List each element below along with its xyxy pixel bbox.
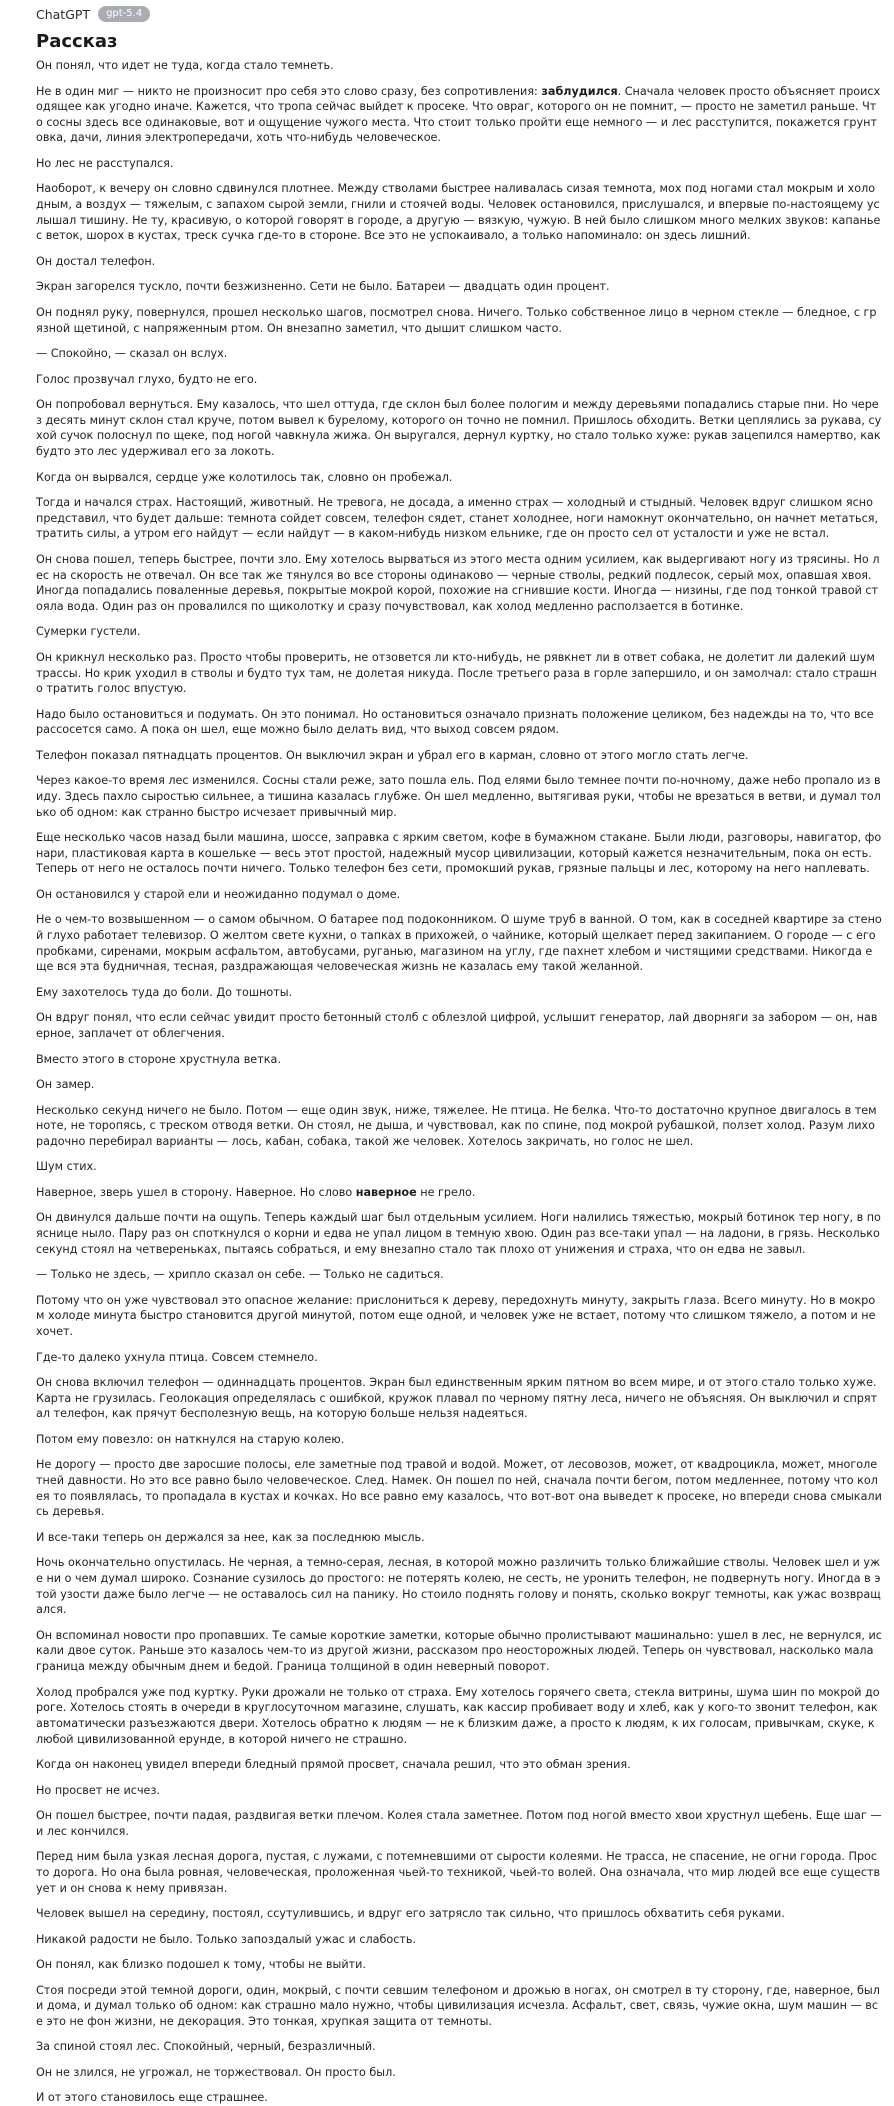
story-paragraph: Телефон показал пятнадцать процентов. Он выключил экран и убрал его в карман, словно от этого могло стать легче. xyxy=(36,748,749,762)
app-header xyxy=(36,4,882,24)
story-paragraph: — Спокойно, — сказал он вслух. xyxy=(36,347,228,361)
story-paragraph: Он снова включил телефон — одиннадцать процентов. Экран был единственным ярким пятном во всем мире, и от этого стало только хуже. Карта не грузилась. Геолокация определялась с ошибкой, кружок плавал по черному пятну леса, ничего не объясняя. Он выключил и спрятал телефон, как прячут бесполезную вещь, на которую больше нельзя надеяться. xyxy=(36,1376,878,1421)
story-paragraph: Когда он вырвался, сердце уже колотилось так, словно он пробежал. xyxy=(36,470,453,484)
story-paragraph: Он попробовал вернуться. Ему казалось, что шел оттуда, где склон был более пологим и между деревьями попадались старые пни. Но через десять минут склон стал круче, потом вывел к бурелому, которого он точно не помнил. Пришлось обходить. Ветки цеплялись за рукава, сухой сучок полоснул по щеке, под ногой чавкнула жижа. Он выругался, дернул куртку, но стало только хуже: рукав зацепился намертво, как будто это лес удерживал его за локоть. xyxy=(36,398,882,459)
story-paragraph: Он двинулся дальше почти на ощупь. Теперь каждый шаг был отдельным усилием. Ноги налились тяжестью, мокрый ботинок тер ногу, в пояснице ныло. Пару раз он споткнулся о корни и едва не упал лицом в темную хвою. Один раз все-таки упал — на ладони, в грязь. Несколько секунд стоял на четвереньках, пытаясь собраться, и ему внезапно стало так плохо от унижения и страха, что он едва не завыл. xyxy=(36,1211,881,1256)
story-paragraph: Он вдруг понял, что если сейчас увидит просто бетонный столб с облезлой цифрой, услышит генератор, лай дворняги за забором — он, наверное, заплачет от облегчения. xyxy=(36,1011,878,1041)
story-paragraph: Шум стих. xyxy=(36,1160,97,1174)
story-paragraph: Ночь окончательно опустилась. Не черная, а темно-серая, лесная, в которой можно различить только ближайшие стволы. Человек шел и уже ни о чем думал широко. Сознание сузилось до простого: не потерять колею, не сесть, не уронить телефон, не подвернуть ногу. Иногда в этой узости даже было легче — не оставалось сил на панику. Но стоило поднять голову и понять, сколько вокруг темноты, как ужас возвращался. xyxy=(36,1556,881,1617)
model-badge[interactable]: gpt-5.4 xyxy=(98,6,150,22)
story-paragraph: Не о чем-то возвышенном — о самом обычном. О батарее под подоконником. О шуме труб в ванной. О том, как в соседней квартире за стеной глухо работает телевизор. О желтом свете кухни, о тапках в прихожей, о чайнике, который щелкает перед закипанием. О городе — с его пробками, сиренами, мокрым асфальтом, автобусами, руганью, магазином на углу, где пахнет хлебом и чистящими средствами. Никогда еще вся эта будничная, тесная, раздражающая человеческая жизнь не казалась ему такой желанной. xyxy=(36,913,882,974)
story-paragraph: Он вспоминал новости про пропавших. Те самые короткие заметки, которые обычно пролистывают машинально: ушел в лес, не вернулся, искали двое суток. Раньше это казалось чем-то из другой жизни, рассказом про неосторожных людей. Теперь он чувствовал, насколько мала граница между обычным днем и бедой. Граница толщиной в один неверный поворот. xyxy=(36,1628,882,1674)
story-paragraph: Он не злился, не угрожал, не торжествовал. Он просто был. xyxy=(36,2065,396,2079)
story-paragraph: Он замер. xyxy=(36,1078,95,1092)
story-paragraph: Потом ему повезло: он наткнулся на старую колею. xyxy=(36,1432,345,1446)
story-body xyxy=(36,58,882,2106)
story-paragraph: Не дорогу — просто две заросшие полосы, еле заметные под травой и водой. Может, от лесовозов, может, от квадроцикла, может, многолетней давности. Но это все равно было человеческое. След. Намек. Он пошел по ней, сначала почти бегом, потом медленнее, потому что колея то появлялась, то пропадала в кустах и кочках. Но все равно ему казалось, что вот-вот она выведет к просеке, но впереди снова смыкались деревья. xyxy=(36,1458,882,1519)
story-paragraph: Еще несколько часов назад были машина, шоссе, заправка с ярким светом, кофе в бумажном стакане. Были люди, разговоры, навигатор, фонари, пластиковая карта в кошельке — весь этот простой, надежный мусор цивилизации, который кажется незначительным, пока он есть. Теперь от него не осталось почти ничего. Только телефон без сети, промокший рукав, грязные пальцы и лес, которому на него наплевать. xyxy=(36,831,882,876)
story-paragraph: Потому что он уже чувствовал это опасное желание: прислониться к дереву, передохнуть минуту, закрыть глаза. Всего минуту. Но в мокром холоде минута быстро становится другой минутой, потом еще одной, и человек уже не встает, потому что слишком тяжело, а потом и не хочет. xyxy=(36,1293,876,1338)
story-paragraph: Наверное, зверь ушел в сторону. Наверное. Но слово наверное не грело. xyxy=(36,1185,476,1199)
story-paragraph: И от этого становилось еще страшнее. xyxy=(36,2091,268,2105)
emphasis-text: наверное xyxy=(355,1185,417,1199)
story-paragraph: Он снова пошел, теперь быстрее, почти зло. Ему хотелось вырваться из этого места одним усилием, как выдергивают ногу из трясины. Но лес на скорость не отвечал. Он все так же тянулся во все стороны одинаково — черные стволы, редкий подлесок, серый мох, опавшая хвоя. Иногда попадались поваленные деревья, покрытые мокрой корой, похожие на сгнившие кости. Иногда — низины, где под тонкой травой стояла вода. Один раз он провалился по щиколотку и сразу почувствовал, как холод медленно расползается в ботинке. xyxy=(36,552,880,613)
story-paragraph: Никакой радости не было. Только запоздалый ужас и слабость. xyxy=(36,1932,417,1946)
story-paragraph: Но просвет не исчез. xyxy=(36,1783,160,1797)
story-paragraph: Голос прозвучал глухо, будто не его. xyxy=(36,372,258,386)
story-paragraph: Сумерки густели. xyxy=(36,625,141,639)
story-paragraph: Он поднял руку, повернулся, прошел несколько шагов, посмотрел снова. Ничего. Только собственное лицо в черном стекле — бледное, с грязной щетиной, с напряженным ртом. Он внезапно заметил, что дышит слишком часто. xyxy=(36,305,877,335)
story-paragraph: Он остановился у старой ели и неожиданно подумал о доме. xyxy=(36,887,401,901)
story-paragraph: — Только не здесь, — хрипло сказал он себе. — Только не садиться. xyxy=(36,1268,444,1282)
story-paragraph: Ему захотелось туда до боли. До тошноты. xyxy=(36,985,293,999)
story-paragraph: Несколько секунд ничего не было. Потом — еще один звук, ниже, тяжелее. Не птица. Не белка. Что-то достаточно крупное двигалось в темноте, не торопясь, с треском отводя ветки. Он стоял, не дыша, и чувствовал, как по спине, под мокрой рубашкой, ползет холод. Разум лихорадочно перебирал варианты — лось, кабан, собака, такой же человек. Хотелось закричать, но голос не шел. xyxy=(36,1103,877,1148)
story-paragraph: Перед ним была узкая лесная дорога, пустая, с лужами, с потемневшими от сырости колеями. Не трасса, не спасение, не огни города. Просто дорога. Но она была ровная, человеческая, проложенная чьей-то техникой, чьей-то волей. Она означала, что мир людей все еще существует и он снова к нему привязан. xyxy=(36,1850,881,1895)
story-paragraph: Где-то далеко ухнула птица. Совсем стемнело. xyxy=(36,1350,318,1364)
story-paragraph: Он крикнул несколько раз. Просто чтобы проверить, не отзовется ли кто-нибудь, не рявкнет ли в ответ собака, не долетит ли далекий шум трассы. Но крик уходил в стволы и будто тух там, не долетая никуда. После третьего раза в горле запершило, и он замолчал: стало страшно тратить голос впустую. xyxy=(36,650,877,696)
story-title: Рассказ xyxy=(36,31,118,52)
story-paragraph: Он достал телефон. xyxy=(36,254,156,268)
emphasis-text: заблудился xyxy=(541,84,618,98)
story-paragraph: Тогда и начался страх. Настоящий, животный. Не тревога, не досада, а именно страх — холодный и стыдный. Человек вдруг слишком ясно представил, что будет дальше: темнота сойдет совсем, телефон сядет, станет холоднее, ноги намокнут окончательно, он начнет метаться, тратить силы, а утром его найдут — если найдут — в каком-нибудь низком ельнике, где он просто сел от усталости и уже не встал. xyxy=(36,496,879,541)
story-paragraph: Человек вышел на середину, постоял, ссутулившись, и вдруг его затрясло так сильно, что пришлось обхватить себя руками. xyxy=(36,1907,785,1920)
story-paragraph: Он понял, как близко подошел к тому, чтобы не выйти. xyxy=(36,1958,366,1971)
story-paragraph: Экран загорелся тускло, почти безжизненно. Сети не было. Батареи — двадцать один процент. xyxy=(36,280,610,294)
story-paragraph: За спиной стоял лес. Спокойный, черный, безразличный. xyxy=(36,2040,376,2054)
story-paragraph: Но лес не расступался. xyxy=(36,156,174,170)
story-paragraph: Когда он наконец увидел впереди бледный прямой просвет, сначала решил, что это обман зрения. xyxy=(36,1758,631,1772)
story-paragraph: И все-таки теперь он держался за нее, как за последнюю мысль. xyxy=(36,1530,425,1544)
story-paragraph: Надо было остановиться и подумать. Он это понимал. Но остановиться означало признать положение целиком, без надежды на то, что все рассосется само. А пока он шел, еще можно было делать вид, что выход совсем рядом. xyxy=(36,707,874,737)
story-paragraph: Стоя посреди этой темной дороги, один, мокрый, с почти севшим телефоном и дрожью в ногах, он смотрел в ту сторону, где, наверное, были дома, и думал только об одном: как страшно мало нужно, чтобы цивилизация исчезла. Асфальт, свет, связь, чужие окна, шум машин — все это не фон жизни, не декорация. Это тонкая, хрупкая защита от темноты. xyxy=(36,1983,880,2028)
story-paragraph: Вместо этого в стороне хрустнула ветка. xyxy=(36,1052,281,1066)
story-paragraph: Он понял, что идет не туда, когда стало темнеть. xyxy=(36,59,334,72)
story-paragraph: Он пошел быстрее, почти падая, раздвигая ветки плечом. Колея стала заметнее. Потом под ногой вместо хвои хрустнул щебень. Еще шаг — и лес кончился. xyxy=(36,1809,882,1838)
story-paragraph: Через какое-то время лес изменился. Сосны стали реже, зато пошла ель. Под елями было темнее почти по-ночному, даже небо пропало из виду. Здесь пахло сыростью сильнее, а тишина казалась глубже. Он шел медленно, вытягивая руки, чтобы не врезаться в ветви, и думал только об одном: как странно быстро исчезает привычный мир. xyxy=(36,774,881,819)
app-title: ChatGPT xyxy=(36,6,91,22)
story-paragraph: Не в один миг — никто не произносит про себя это слово сразу, без сопротивления: заблудился. Сначала человек просто объясняет происходящее как угодно иначе. Кажется, что тропа сейчас выйдет к просеке. Что овраг, которого он не помнит, — просто не заметил раньше. Что сосны здесь все одинаковые, вот и ощущение чужого места. Что стоит только пройти еще немного — и лес расступится, покажется грунтовка, дачи, линия электропередачи, хоть что-нибудь человеческое. xyxy=(36,84,881,145)
story-paragraph: Наоборот, к вечеру он словно сдвинулся плотнее. Между стволами быстрее наливалась сизая темнота, мох под ногами стал мокрым и холодным, а воздух — тяжелым, с запахом сырой земли, гнили и стоячей воды. Человек остановился, прислушался, и впервые по-настоящему услышал тишину. Не ту, красивую, о которой говорят в городе, а другую — вязкую, чужую. В ней было слишком много мелких звуков: капанье с веток, шорох в кустах, треск сучка где-то в стороне. Все это не успокаивало, а только напоминало: он здесь лишний. xyxy=(36,182,881,243)
story-paragraph: Холод пробрался уже под куртку. Руки дрожали не только от страха. Ему хотелось горячего света, стекла витрины, шума шин по мокрой дороге. Хотелось стоять в очереди в круглосуточном магазине, слушать, как кассир пробивает воду и хлеб, как у кого-то звонит телефон, как автоматически разъезжаются двери. Хотелось обратно к людям — не к близким даже, а просто к людям, к их голосам, привычкам, скуке, к любой цивилизованной ерунде, в которой ничего не страшно. xyxy=(36,1685,880,1746)
